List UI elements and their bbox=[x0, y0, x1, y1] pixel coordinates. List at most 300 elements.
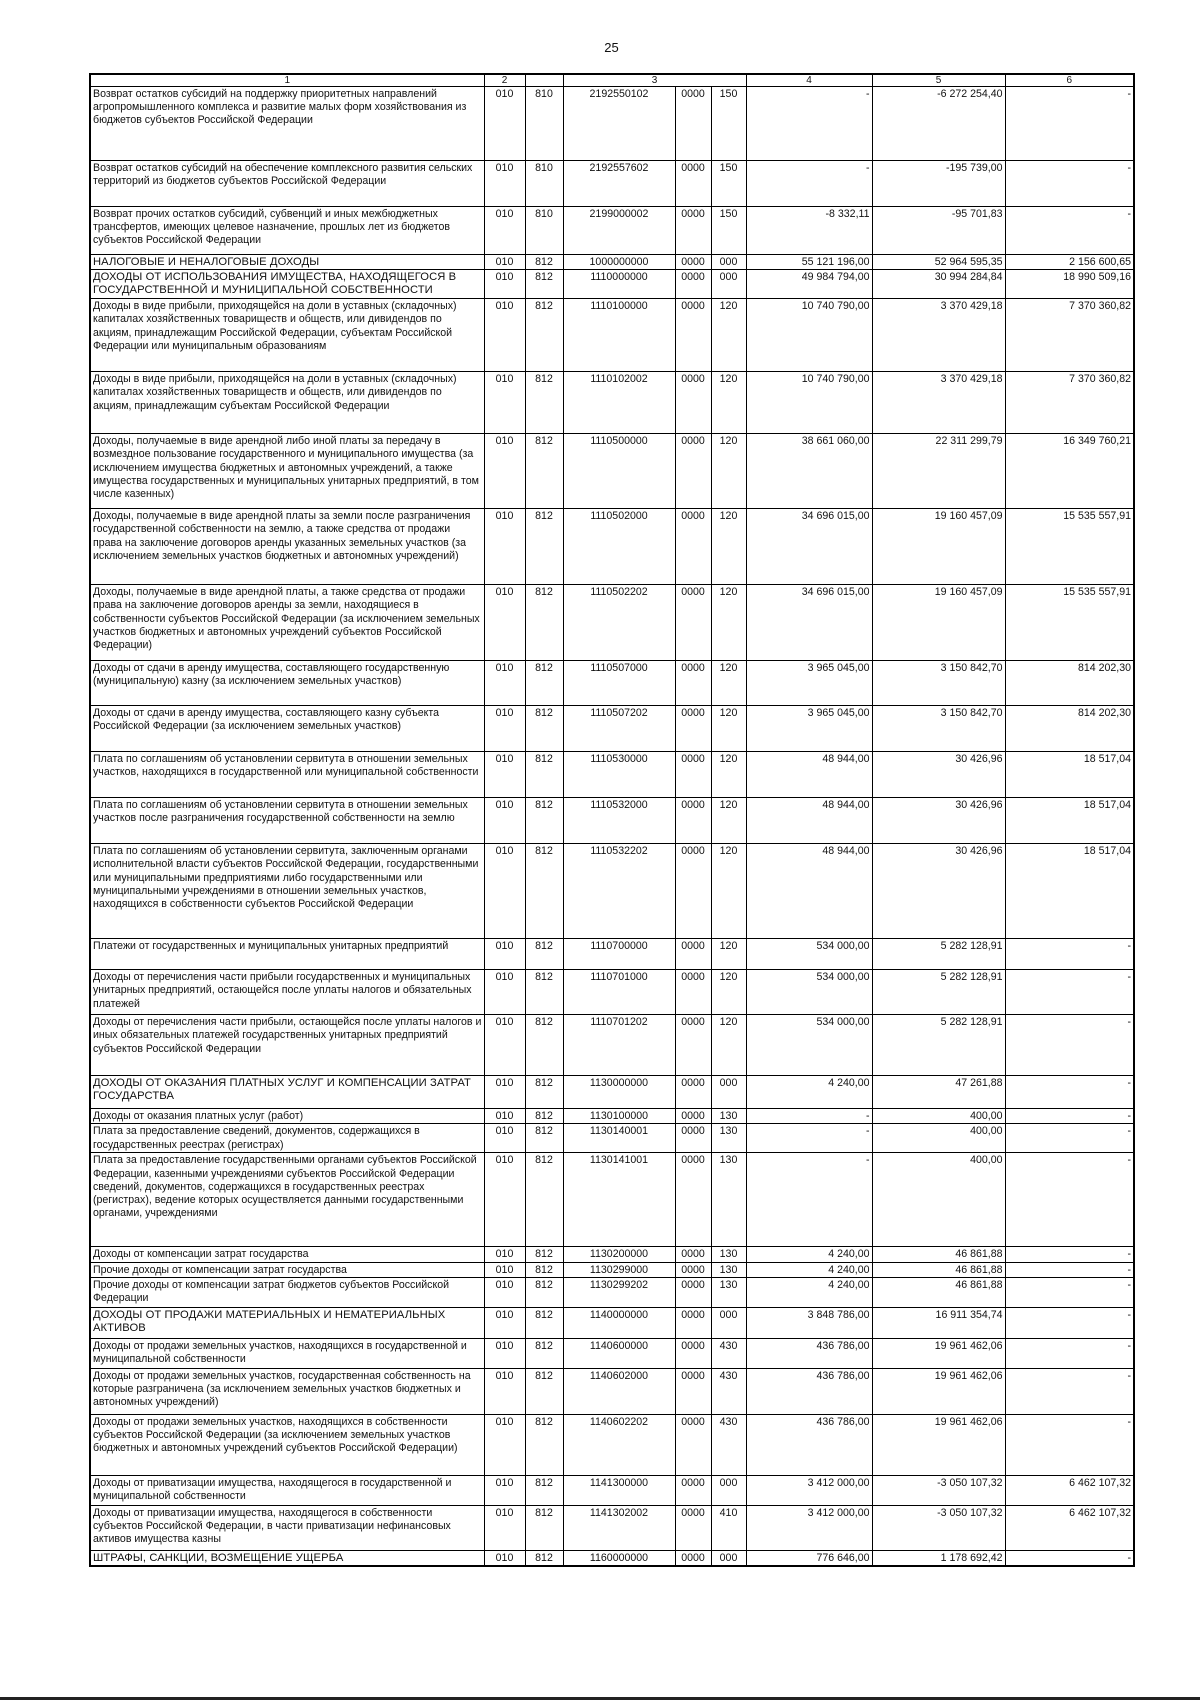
table-row bbox=[90, 585, 1134, 661]
code-section: 010 bbox=[484, 1277, 525, 1307]
code-section: 010 bbox=[484, 1414, 525, 1475]
code-kosgu: 000 bbox=[711, 1076, 746, 1109]
code-admin: 812 bbox=[525, 1247, 563, 1262]
value-col5: 5 282 128,91 bbox=[872, 939, 1005, 970]
table-row bbox=[90, 1124, 1134, 1153]
row-description: Доходы от приватизации имущества, находящегося в государственной и муниципальной собственности bbox=[90, 1475, 484, 1505]
value-col4: 48 944,00 bbox=[746, 752, 872, 798]
value-col5: -6 272 254,40 bbox=[872, 87, 1005, 161]
code-admin: 812 bbox=[525, 706, 563, 752]
code-kosgu: 150 bbox=[711, 207, 746, 255]
value-col5: 1 178 692,42 bbox=[872, 1550, 1005, 1566]
value-col6: - bbox=[1005, 1076, 1134, 1109]
value-col4: 34 696 015,00 bbox=[746, 585, 872, 661]
value-col5: 30 426,96 bbox=[872, 798, 1005, 844]
value-col4: 10 740 790,00 bbox=[746, 372, 872, 434]
code-section: 010 bbox=[484, 1124, 525, 1153]
row-description: ДОХОДЫ ОТ ПРОДАЖИ МАТЕРИАЛЬНЫХ И НЕМАТЕРИАЛЬНЫХ АКТИВОВ bbox=[90, 1307, 484, 1338]
code-income: 1110102002 bbox=[563, 372, 675, 434]
code-admin: 812 bbox=[525, 299, 563, 372]
value-col6: 2 156 600,65 bbox=[1005, 255, 1134, 270]
code-program: 0000 bbox=[675, 255, 711, 270]
table-row bbox=[90, 1550, 1134, 1566]
code-program: 0000 bbox=[675, 1368, 711, 1414]
value-col6: - bbox=[1005, 207, 1134, 255]
code-income: 1110502000 bbox=[563, 509, 675, 585]
table-row bbox=[90, 1153, 1134, 1247]
value-col5: -195 739,00 bbox=[872, 161, 1005, 207]
code-income: 1110700000 bbox=[563, 939, 675, 970]
value-col6: 15 535 557,91 bbox=[1005, 585, 1134, 661]
value-col4: 4 240,00 bbox=[746, 1277, 872, 1307]
code-kosgu: 120 bbox=[711, 970, 746, 1015]
code-admin: 812 bbox=[525, 1277, 563, 1307]
code-section: 010 bbox=[484, 1015, 525, 1076]
code-admin: 812 bbox=[525, 372, 563, 434]
value-col4: 10 740 790,00 bbox=[746, 299, 872, 372]
code-kosgu: 130 bbox=[711, 1247, 746, 1262]
value-col6: - bbox=[1005, 1277, 1134, 1307]
code-admin: 812 bbox=[525, 970, 563, 1015]
row-description: Доходы от перечисления части прибыли, остающейся после уплаты налогов и иных обязательных платежей государственных унитарных предприятий субъектов Российской Федерации bbox=[90, 1015, 484, 1076]
code-kosgu: 120 bbox=[711, 585, 746, 661]
code-program: 0000 bbox=[675, 372, 711, 434]
code-admin: 812 bbox=[525, 1338, 563, 1368]
code-admin: 812 bbox=[525, 509, 563, 585]
table-row bbox=[90, 1247, 1134, 1262]
code-income: 1110502202 bbox=[563, 585, 675, 661]
value-col4: 4 240,00 bbox=[746, 1076, 872, 1109]
code-kosgu: 000 bbox=[711, 1475, 746, 1505]
table-row bbox=[90, 1414, 1134, 1475]
row-description: Возврат прочих остатков субсидий, субвенций и иных межбюджетных трансфертов, имеющих целевое назначение, прошлых лет из бюджетов субъектов Российской Федерации bbox=[90, 207, 484, 255]
code-section: 010 bbox=[484, 372, 525, 434]
column-header-2-spacer bbox=[525, 74, 563, 87]
code-kosgu: 130 bbox=[711, 1262, 746, 1277]
page-number: 25 bbox=[604, 40, 619, 55]
value-col5: 19 961 462,06 bbox=[872, 1414, 1005, 1475]
code-program: 0000 bbox=[675, 661, 711, 706]
code-kosgu: 120 bbox=[711, 1015, 746, 1076]
value-col6: - bbox=[1005, 1124, 1134, 1153]
column-header-2: 2 bbox=[484, 74, 525, 87]
value-col6: - bbox=[1005, 1109, 1134, 1124]
code-program: 0000 bbox=[675, 434, 711, 509]
value-col6: 18 990 509,16 bbox=[1005, 270, 1134, 299]
code-income: 1140602202 bbox=[563, 1414, 675, 1475]
code-admin: 810 bbox=[525, 207, 563, 255]
row-description: Доходы в виде прибыли, приходящейся на доли в уставных (складочных) капиталах хозяйственных товариществ и обществ, или дивидендов по акциям, принадлежащим субъектам Российской Федерации bbox=[90, 372, 484, 434]
code-admin: 812 bbox=[525, 434, 563, 509]
column-header-4: 4 bbox=[746, 74, 872, 87]
value-col6: 814 202,30 bbox=[1005, 706, 1134, 752]
value-col6: 16 349 760,21 bbox=[1005, 434, 1134, 509]
code-kosgu: 120 bbox=[711, 299, 746, 372]
row-description: Возврат остатков субсидий на обеспечение комплексного развития сельских территорий из бюджетов субъектов Российской Федерации bbox=[90, 161, 484, 207]
value-col4: 436 786,00 bbox=[746, 1338, 872, 1368]
code-section: 010 bbox=[484, 1247, 525, 1262]
value-col5: 19 961 462,06 bbox=[872, 1368, 1005, 1414]
code-program: 0000 bbox=[675, 1475, 711, 1505]
value-col4: - bbox=[746, 1109, 872, 1124]
table-row bbox=[90, 844, 1134, 939]
value-col5: 16 911 354,74 bbox=[872, 1307, 1005, 1338]
code-kosgu: 130 bbox=[711, 1109, 746, 1124]
value-col6: 18 517,04 bbox=[1005, 844, 1134, 939]
code-section: 010 bbox=[484, 299, 525, 372]
value-col4: 3 965 045,00 bbox=[746, 661, 872, 706]
code-section: 010 bbox=[484, 87, 525, 161]
value-col4: -8 332,11 bbox=[746, 207, 872, 255]
value-col5: 52 964 595,35 bbox=[872, 255, 1005, 270]
value-col6: 15 535 557,91 bbox=[1005, 509, 1134, 585]
scan-bottom-edge bbox=[0, 1697, 1200, 1700]
value-col5: 30 426,96 bbox=[872, 844, 1005, 939]
row-description: Доходы от перечисления части прибыли государственных и муниципальных унитарных предприятий, остающейся после уплаты налогов и обязательных платежей bbox=[90, 970, 484, 1015]
value-col4: - bbox=[746, 1124, 872, 1153]
code-program: 0000 bbox=[675, 1338, 711, 1368]
column-header-3: 3 bbox=[563, 74, 746, 87]
table-row bbox=[90, 706, 1134, 752]
value-col6: - bbox=[1005, 939, 1134, 970]
row-description: Доходы от оказания платных услуг (работ) bbox=[90, 1109, 484, 1124]
code-section: 010 bbox=[484, 207, 525, 255]
code-section: 010 bbox=[484, 161, 525, 207]
code-income: 1130100000 bbox=[563, 1109, 675, 1124]
table-row bbox=[90, 372, 1134, 434]
value-col4: 436 786,00 bbox=[746, 1368, 872, 1414]
table-row bbox=[90, 798, 1134, 844]
value-col6: 7 370 360,82 bbox=[1005, 372, 1134, 434]
code-income: 1110532000 bbox=[563, 798, 675, 844]
row-description: НАЛОГОВЫЕ И НЕНАЛОГОВЫЕ ДОХОДЫ bbox=[90, 255, 484, 270]
code-program: 0000 bbox=[675, 1109, 711, 1124]
code-section: 010 bbox=[484, 798, 525, 844]
value-col4: 34 696 015,00 bbox=[746, 509, 872, 585]
row-description: Доходы от продажи земельных участков, находящихся в государственной и муниципальной собственности bbox=[90, 1338, 484, 1368]
value-col5: 46 861,88 bbox=[872, 1277, 1005, 1307]
value-col5: -3 050 107,32 bbox=[872, 1505, 1005, 1550]
table-row bbox=[90, 1109, 1134, 1124]
code-income: 1110701202 bbox=[563, 1015, 675, 1076]
value-col4: 3 848 786,00 bbox=[746, 1307, 872, 1338]
revenue-report-sheet bbox=[89, 73, 1133, 1567]
code-program: 0000 bbox=[675, 87, 711, 161]
code-program: 0000 bbox=[675, 1550, 711, 1566]
code-admin: 812 bbox=[525, 585, 563, 661]
value-col5: 30 426,96 bbox=[872, 752, 1005, 798]
table-row bbox=[90, 1307, 1134, 1338]
code-section: 010 bbox=[484, 1109, 525, 1124]
code-kosgu: 150 bbox=[711, 87, 746, 161]
code-section: 010 bbox=[484, 1475, 525, 1505]
table-row bbox=[90, 1262, 1134, 1277]
code-section: 010 bbox=[484, 939, 525, 970]
code-program: 0000 bbox=[675, 270, 711, 299]
code-income: 1000000000 bbox=[563, 255, 675, 270]
table-row bbox=[90, 434, 1134, 509]
value-col6: 814 202,30 bbox=[1005, 661, 1134, 706]
value-col6: - bbox=[1005, 970, 1134, 1015]
code-kosgu: 120 bbox=[711, 372, 746, 434]
code-kosgu: 120 bbox=[711, 844, 746, 939]
code-income: 1141302002 bbox=[563, 1505, 675, 1550]
table-row bbox=[90, 270, 1134, 299]
code-income: 1130000000 bbox=[563, 1076, 675, 1109]
code-program: 0000 bbox=[675, 1124, 711, 1153]
code-income: 1110532202 bbox=[563, 844, 675, 939]
code-kosgu: 130 bbox=[711, 1277, 746, 1307]
value-col6: 18 517,04 bbox=[1005, 752, 1134, 798]
code-program: 0000 bbox=[675, 1505, 711, 1550]
code-section: 010 bbox=[484, 752, 525, 798]
code-kosgu: 000 bbox=[711, 270, 746, 299]
value-col5: 3 150 842,70 bbox=[872, 706, 1005, 752]
row-description: Доходы, получаемые в виде арендной платы за земли после разграничения государственной собственности на землю, а также средства от продажи права на заключение договоров аренды указанных земельных участков (за исключением земельных участков бюджетных и автономных учреждений) bbox=[90, 509, 484, 585]
table-row bbox=[90, 1475, 1134, 1505]
value-col6: - bbox=[1005, 1153, 1134, 1247]
row-description: Доходы от продажи земельных участков, государственная собственность на которые разграничена (за исключением земельных участков бюджетных и автономных учреждений) bbox=[90, 1368, 484, 1414]
value-col4: 534 000,00 bbox=[746, 970, 872, 1015]
code-income: 1110100000 bbox=[563, 299, 675, 372]
value-col4: 534 000,00 bbox=[746, 1015, 872, 1076]
value-col4: 3 412 000,00 bbox=[746, 1475, 872, 1505]
code-program: 0000 bbox=[675, 161, 711, 207]
code-program: 0000 bbox=[675, 299, 711, 372]
code-section: 010 bbox=[484, 1505, 525, 1550]
value-col4: - bbox=[746, 1153, 872, 1247]
value-col5: 19 160 457,09 bbox=[872, 585, 1005, 661]
code-admin: 812 bbox=[525, 1505, 563, 1550]
value-col5: 3 370 429,18 bbox=[872, 372, 1005, 434]
value-col5: 400,00 bbox=[872, 1109, 1005, 1124]
code-program: 0000 bbox=[675, 1307, 711, 1338]
code-kosgu: 120 bbox=[711, 434, 746, 509]
code-program: 0000 bbox=[675, 706, 711, 752]
code-program: 0000 bbox=[675, 970, 711, 1015]
code-income: 1110701000 bbox=[563, 970, 675, 1015]
code-kosgu: 000 bbox=[711, 1307, 746, 1338]
column-header-1: 1 bbox=[90, 74, 484, 87]
row-description: Плата по соглашениям об установлении сервитута в отношении земельных участков после разграничения государственной собственности на землю bbox=[90, 798, 484, 844]
row-description: Плата по соглашениям об установлении сервитута в отношении земельных участков, находящихся в государственной или муниципальной собственности bbox=[90, 752, 484, 798]
code-section: 010 bbox=[484, 255, 525, 270]
code-admin: 812 bbox=[525, 939, 563, 970]
code-admin: 810 bbox=[525, 87, 563, 161]
code-admin: 810 bbox=[525, 161, 563, 207]
row-description: Доходы от приватизации имущества, находящегося в собственности субъектов Российской Федерации, в части приватизации нефинансовых активов имущества казны bbox=[90, 1505, 484, 1550]
code-income: 1160000000 bbox=[563, 1550, 675, 1566]
table-row bbox=[90, 1338, 1134, 1368]
code-admin: 812 bbox=[525, 1368, 563, 1414]
code-kosgu: 130 bbox=[711, 1124, 746, 1153]
value-col6: - bbox=[1005, 1262, 1134, 1277]
code-income: 1130200000 bbox=[563, 1247, 675, 1262]
table-row bbox=[90, 161, 1134, 207]
code-income: 1110507000 bbox=[563, 661, 675, 706]
code-income: 1130299202 bbox=[563, 1277, 675, 1307]
row-description: Плата за предоставление сведений, документов, содержащихся в государственных реестрах (регистрах) bbox=[90, 1124, 484, 1153]
table-row bbox=[90, 1015, 1134, 1076]
row-description: Прочие доходы от компенсации затрат бюджетов субъектов Российской Федерации bbox=[90, 1277, 484, 1307]
code-admin: 812 bbox=[525, 844, 563, 939]
column-header-5: 5 bbox=[872, 74, 1005, 87]
code-income: 2199000002 bbox=[563, 207, 675, 255]
value-col4: 3 412 000,00 bbox=[746, 1505, 872, 1550]
value-col5: 3 150 842,70 bbox=[872, 661, 1005, 706]
code-kosgu: 430 bbox=[711, 1368, 746, 1414]
value-col4: - bbox=[746, 87, 872, 161]
value-col6: - bbox=[1005, 1550, 1134, 1566]
code-section: 010 bbox=[484, 1368, 525, 1414]
table-row bbox=[90, 1368, 1134, 1414]
code-admin: 812 bbox=[525, 661, 563, 706]
value-col6: - bbox=[1005, 87, 1134, 161]
code-kosgu: 000 bbox=[711, 255, 746, 270]
code-kosgu: 410 bbox=[711, 1505, 746, 1550]
table-row bbox=[90, 752, 1134, 798]
value-col5: 5 282 128,91 bbox=[872, 1015, 1005, 1076]
code-admin: 812 bbox=[525, 1262, 563, 1277]
code-admin: 812 bbox=[525, 255, 563, 270]
value-col5: 400,00 bbox=[872, 1153, 1005, 1247]
code-section: 010 bbox=[484, 1550, 525, 1566]
table-row bbox=[90, 509, 1134, 585]
value-col4: 436 786,00 bbox=[746, 1414, 872, 1475]
code-income: 1110530000 bbox=[563, 752, 675, 798]
table-row bbox=[90, 1505, 1134, 1550]
value-col5: 5 282 128,91 bbox=[872, 970, 1005, 1015]
table-row bbox=[90, 970, 1134, 1015]
code-admin: 812 bbox=[525, 1307, 563, 1338]
row-description: ДОХОДЫ ОТ ОКАЗАНИЯ ПЛАТНЫХ УСЛУГ И КОМПЕНСАЦИИ ЗАТРАТ ГОСУДАРСТВА bbox=[90, 1076, 484, 1109]
value-col5: 46 861,88 bbox=[872, 1247, 1005, 1262]
value-col5: 400,00 bbox=[872, 1124, 1005, 1153]
code-program: 0000 bbox=[675, 1277, 711, 1307]
row-description: Возврат остатков субсидий на поддержку приоритетных направлений агропромышленного комплекса и развитие малых форм хозяйствования из бюджетов субъектов Российской Федерации bbox=[90, 87, 484, 161]
code-admin: 812 bbox=[525, 1015, 563, 1076]
value-col4: 776 646,00 bbox=[746, 1550, 872, 1566]
code-program: 0000 bbox=[675, 1076, 711, 1109]
code-admin: 812 bbox=[525, 752, 563, 798]
value-col6: 18 517,04 bbox=[1005, 798, 1134, 844]
code-section: 010 bbox=[484, 434, 525, 509]
code-kosgu: 430 bbox=[711, 1414, 746, 1475]
value-col4: 48 944,00 bbox=[746, 798, 872, 844]
code-section: 010 bbox=[484, 1307, 525, 1338]
code-income: 1140600000 bbox=[563, 1338, 675, 1368]
value-col6: - bbox=[1005, 161, 1134, 207]
value-col4: - bbox=[746, 161, 872, 207]
row-description: Прочие доходы от компенсации затрат государства bbox=[90, 1262, 484, 1277]
row-description: Доходы, получаемые в виде арендной либо иной платы за передачу в возмездное пользование государственного и муниципального имущества (за исключением имущества бюджетных и автономных учреждений, а также имущества государственных и муниципальных унитарных предприятий, в том числе казенных) bbox=[90, 434, 484, 509]
value-col5: -3 050 107,32 bbox=[872, 1475, 1005, 1505]
code-income: 1110507202 bbox=[563, 706, 675, 752]
row-description: Плата за предоставление государственными органами субъектов Российской Федерации, казенными учреждениями субъектов Российской Федерации сведений, документов, содержащихся в государственных реестрах (регистрах), ведение которых осуществляется данными государственными органами, учреждениями bbox=[90, 1153, 484, 1247]
value-col4: 4 240,00 bbox=[746, 1247, 872, 1262]
row-description: Доходы от компенсации затрат государства bbox=[90, 1247, 484, 1262]
code-kosgu: 120 bbox=[711, 706, 746, 752]
code-section: 010 bbox=[484, 1338, 525, 1368]
code-section: 010 bbox=[484, 1262, 525, 1277]
value-col6: - bbox=[1005, 1015, 1134, 1076]
value-col4: 55 121 196,00 bbox=[746, 255, 872, 270]
code-kosgu: 120 bbox=[711, 798, 746, 844]
code-kosgu: 120 bbox=[711, 509, 746, 585]
revenue-table bbox=[89, 73, 1135, 1567]
code-income: 1140000000 bbox=[563, 1307, 675, 1338]
table-row bbox=[90, 1076, 1134, 1109]
code-kosgu: 000 bbox=[711, 1550, 746, 1566]
value-col5: 19 160 457,09 bbox=[872, 509, 1005, 585]
row-description: Доходы в виде прибыли, приходящейся на доли в уставных (складочных) капиталах хозяйственных товариществ и обществ, или дивидендов по акциям, принадлежащим Российской Федерации, субъектам Российской Федерации или муниципальным образованиям bbox=[90, 299, 484, 372]
value-col5: 3 370 429,18 bbox=[872, 299, 1005, 372]
code-income: 1110000000 bbox=[563, 270, 675, 299]
row-description: Платежи от государственных и муниципальных унитарных предприятий bbox=[90, 939, 484, 970]
code-program: 0000 bbox=[675, 1153, 711, 1247]
code-admin: 812 bbox=[525, 270, 563, 299]
code-kosgu: 120 bbox=[711, 939, 746, 970]
code-section: 010 bbox=[484, 1153, 525, 1247]
row-description: Доходы от сдачи в аренду имущества, составляющего казну субъекта Российской Федерации (за исключением земельных участков) bbox=[90, 706, 484, 752]
code-program: 0000 bbox=[675, 752, 711, 798]
row-description: Плата по соглашениям об установлении сервитута, заключенным органами исполнительной власти субъектов Российской Федерации, государственными или муниципальными предприятиями либо государственными или муниципальными учреждениями в отношении земельных участков, находящихся в собственности субъектов Российской Федерации bbox=[90, 844, 484, 939]
table-row bbox=[90, 207, 1134, 255]
code-admin: 812 bbox=[525, 1153, 563, 1247]
value-col6: - bbox=[1005, 1338, 1134, 1368]
table-row bbox=[90, 299, 1134, 372]
row-description: Доходы, получаемые в виде арендной платы, а также средства от продажи права на заключение договоров аренды за земли, находящиеся в собственности субъектов Российской Федерации (за исключением земельных участков бюджетных и автономных учреждений субъектов Российской Федерации) bbox=[90, 585, 484, 661]
code-program: 0000 bbox=[675, 207, 711, 255]
code-program: 0000 bbox=[675, 585, 711, 661]
table-row bbox=[90, 939, 1134, 970]
column-header-row bbox=[90, 74, 1134, 87]
value-col4: 4 240,00 bbox=[746, 1262, 872, 1277]
code-section: 010 bbox=[484, 706, 525, 752]
value-col5: -95 701,83 bbox=[872, 207, 1005, 255]
row-description: ДОХОДЫ ОТ ИСПОЛЬЗОВАНИЯ ИМУЩЕСТВА, НАХОДЯЩЕГОСЯ В ГОСУДАРСТВЕННОЙ И МУНИЦИПАЛЬНОЙ СОБСТВЕННОСТИ bbox=[90, 270, 484, 299]
code-admin: 812 bbox=[525, 1124, 563, 1153]
value-col6: 7 370 360,82 bbox=[1005, 299, 1134, 372]
value-col6: - bbox=[1005, 1368, 1134, 1414]
code-program: 0000 bbox=[675, 798, 711, 844]
code-section: 010 bbox=[484, 509, 525, 585]
value-col5: 19 961 462,06 bbox=[872, 1338, 1005, 1368]
row-description: Доходы от сдачи в аренду имущества, составляющего государственную (муниципальную) казну (за исключением земельных участков) bbox=[90, 661, 484, 706]
value-col5: 47 261,88 bbox=[872, 1076, 1005, 1109]
column-header-6: 6 bbox=[1005, 74, 1134, 87]
table-row bbox=[90, 255, 1134, 270]
code-program: 0000 bbox=[675, 1414, 711, 1475]
code-section: 010 bbox=[484, 970, 525, 1015]
code-kosgu: 120 bbox=[711, 752, 746, 798]
code-kosgu: 130 bbox=[711, 1153, 746, 1247]
value-col4: 534 000,00 bbox=[746, 939, 872, 970]
table-row bbox=[90, 1277, 1134, 1307]
code-admin: 812 bbox=[525, 1414, 563, 1475]
code-program: 0000 bbox=[675, 509, 711, 585]
code-section: 010 bbox=[484, 585, 525, 661]
code-program: 0000 bbox=[675, 844, 711, 939]
code-admin: 812 bbox=[525, 1109, 563, 1124]
revenue-table-body bbox=[90, 74, 1134, 1566]
code-income: 1141300000 bbox=[563, 1475, 675, 1505]
code-kosgu: 150 bbox=[711, 161, 746, 207]
code-program: 0000 bbox=[675, 1015, 711, 1076]
code-program: 0000 bbox=[675, 1262, 711, 1277]
value-col5: 46 861,88 bbox=[872, 1262, 1005, 1277]
code-admin: 812 bbox=[525, 798, 563, 844]
